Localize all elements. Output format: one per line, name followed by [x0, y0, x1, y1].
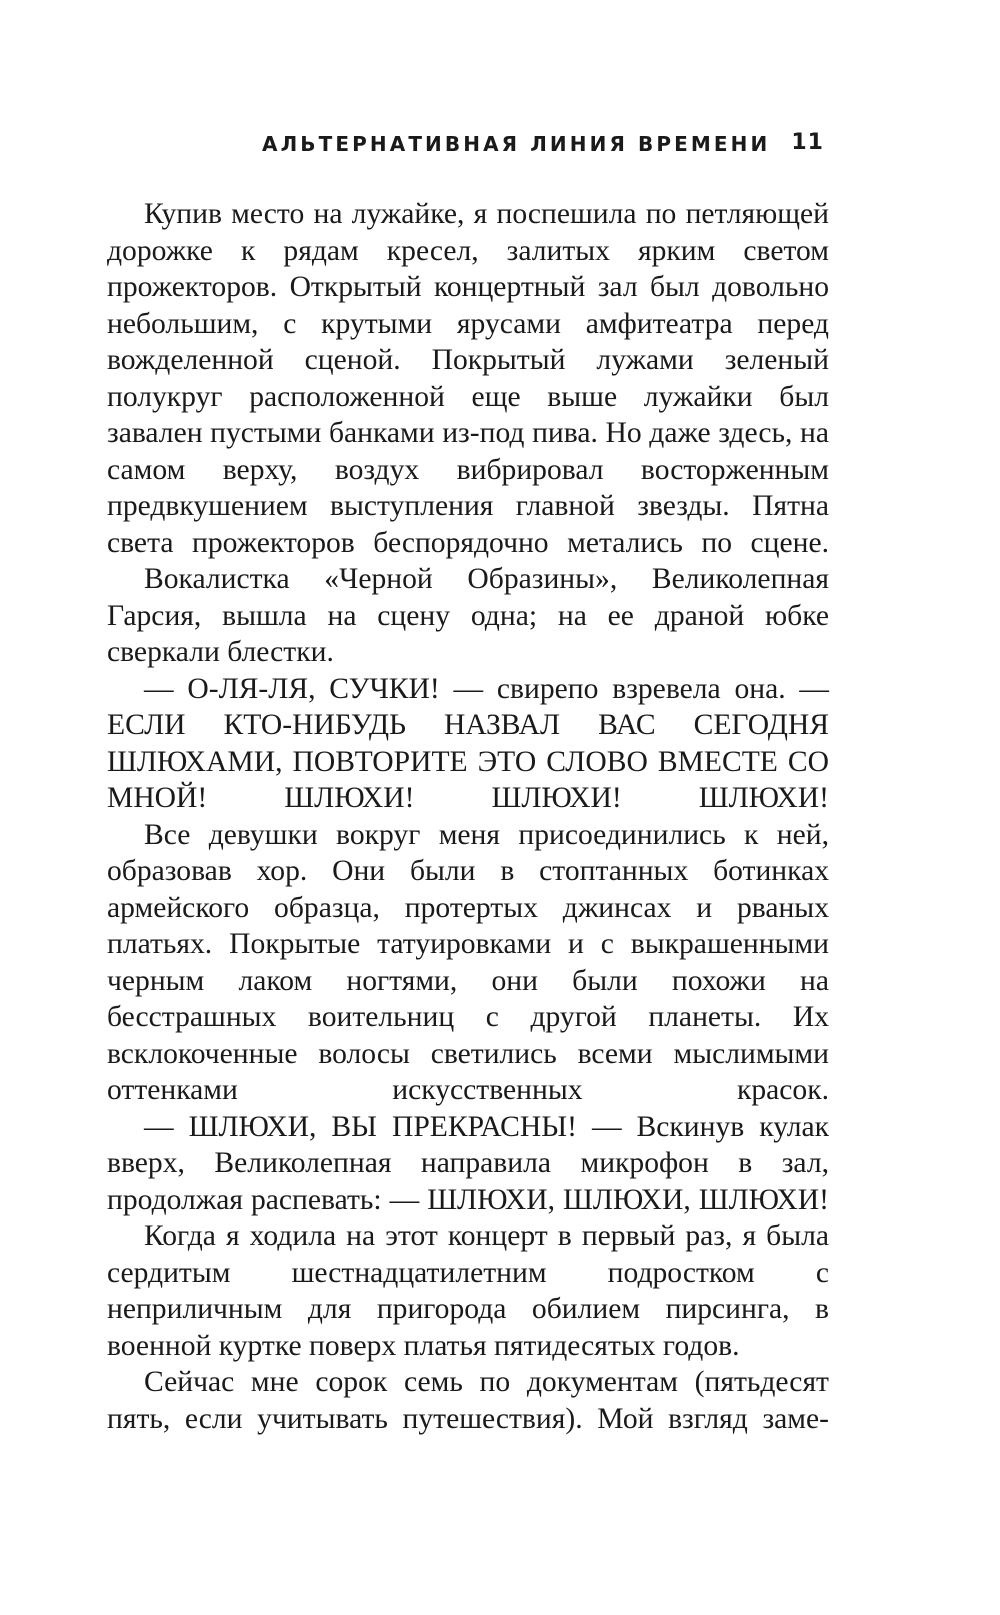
paragraph: — О-ЛЯ-ЛЯ, СУЧКИ! — свирепо взревела она. — ЕСЛИ КТО-НИБУДЬ НАЗВАЛ ВАС СЕГОДНЯ ШЛЮХАМИ, ПОВТОРИТЕ ЭТО СЛОВО ВМЕСТЕ СО МНОЙ! ШЛЮХИ! ШЛЮХИ! ШЛЮХИ! — [107, 672, 829, 814]
paragraph: Купив место на лужайке, я поспешила по петляющей дорожке к рядам кресел, залитых ярким светом прожекторов. Открытый концертный зал был довольно небольшим, с крутыми ярусами амфитеатра перед вожделенной сценой. Покрытый лужами зеленый полукруг расположенной еще выше лужайки был завален пустыми банками из-под пива. Но даже здесь, на самом верху, воздух вибрировал восторженным предвкушением выступления главной звезды. Пятна света прожекторов беспорядочно метались по сцене. — [107, 198, 829, 559]
paragraph: Вокалистка «Черной Образины», Великолепная Гарсия, вышла на сцену одна; на ее драной юбке сверкали блестки. — [107, 563, 829, 668]
running-title: АЛЬТЕРНАТИВНАЯ ЛИНИЯ ВРЕМЕНИ — [262, 132, 771, 156]
paragraph: Все девушки вокруг меня присоединились к ней, образовав хор. Они были в стоптанных ботинках армейского образца, протертых джинсах и рваных платьях. Покрытые татуировками и с выкрашенными черным лаком ногтями, они были похожи на бесстрашных воительниц с другой планеты. Их всклокоченные волосы светились всеми мыслимыми оттенками искусственных красок. — [107, 818, 829, 1106]
paragraph: Когда я ходила на этот концерт в первый раз, я была сердитым шестнадцатилетним подростком с неприличным для пригорода обилием пирсинга, в военной куртке поверх платья пятидесятых годов. — [107, 1220, 829, 1362]
body-text — [107, 196, 829, 1437]
running-header — [262, 128, 824, 160]
paragraph: — ШЛЮХИ, ВЫ ПРЕКРАСНЫ! — Вскинув кулак вверх, Великолепная направила микрофон в зал, продолжая распевать: — ШЛЮХИ, ШЛЮХИ, ШЛЮХИ! — [107, 1110, 829, 1216]
paragraph: Сейчас мне сорок семь по документам (пятьдесят пять, если учитывать путешествия). Мой взгляд заме- — [107, 1366, 829, 1435]
page-number: 11 — [791, 130, 824, 155]
